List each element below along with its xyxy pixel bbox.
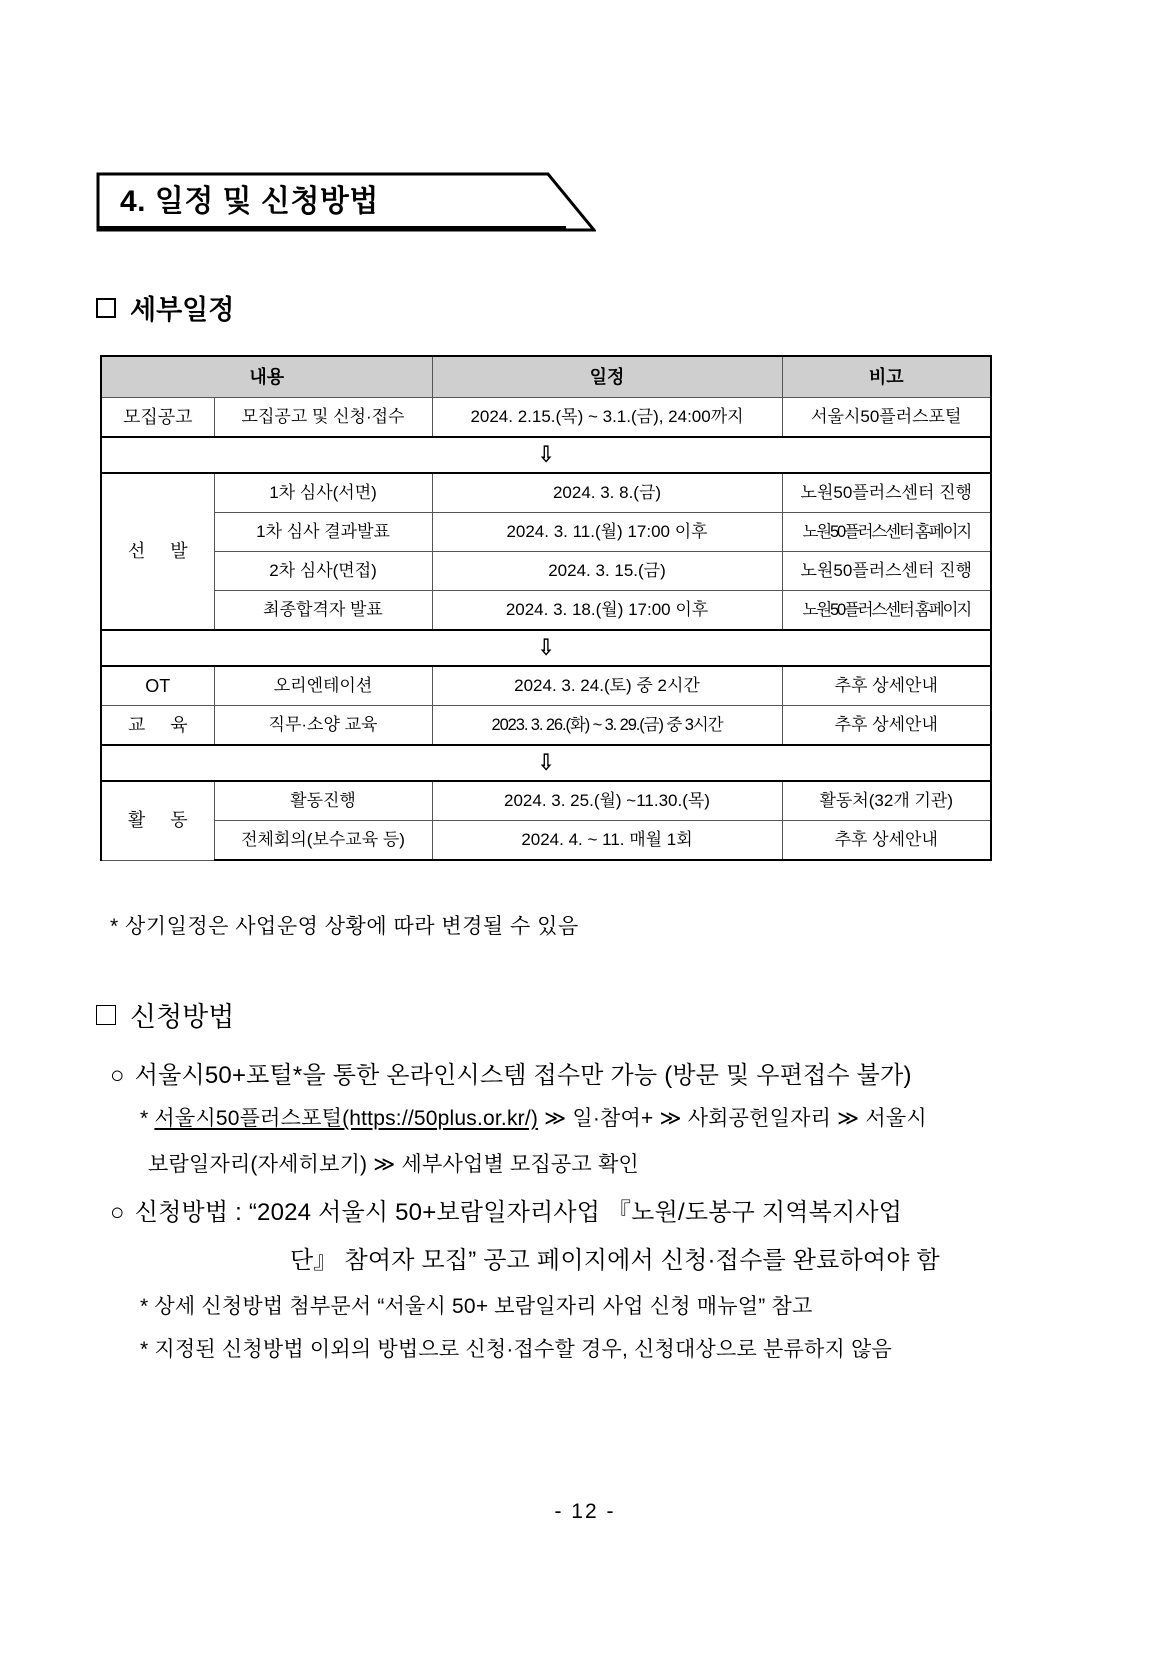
- row-remark: 추후 상세안내: [782, 821, 991, 861]
- down-arrow-icon: ⇩: [537, 442, 555, 468]
- row-remark: 추후 상세안내: [782, 706, 991, 746]
- row-category: 활 동: [101, 781, 214, 860]
- row-category: 교 육: [101, 706, 214, 746]
- row-date: 2024. 3. 11.(월) 17:00 이후: [432, 513, 782, 552]
- page-number: - 12 -: [554, 1500, 616, 1523]
- row-content: 최종합격자 발표: [214, 591, 432, 631]
- down-arrow-icon: ⇩: [537, 635, 555, 661]
- row-date: 2024. 3. 15.(금): [432, 552, 782, 591]
- row-date: 2024. 3. 25.(월) ~11.30.(목): [432, 781, 782, 821]
- apply-path-text: ≫ 일·참여+ ≫ 사회공헌일자리 ≫ 서울시: [538, 1107, 927, 1130]
- table-row: [101, 591, 991, 631]
- apply-note-1: * 상세 신청방법 첨부문서 “서울시 50+ 보람일자리 사업 신청 매뉴얼” 참고: [140, 1295, 813, 1318]
- square-bullet-icon: [96, 1005, 116, 1025]
- row-category: 선 발: [101, 473, 214, 630]
- row-date: 2024. 4. ~ 11. 매월 1회: [432, 821, 782, 861]
- row-content: 활동진행: [214, 781, 432, 821]
- schedule-note: * 상기일정은 사업운영 상황에 따라 변경될 수 있음: [110, 915, 579, 938]
- row-remark: 노원50플러스센터 홈페이지: [782, 591, 991, 631]
- apply-bullet-1-sub-line-2: 보람일자리(자세히보기) ≫ 세부사업별 모집공고 확인: [148, 1153, 639, 1176]
- schedule-heading: [96, 288, 234, 327]
- table-row: [101, 398, 991, 438]
- schedule-table: [100, 355, 992, 861]
- row-remark: 노원50플러스센터 홈페이지: [782, 513, 991, 552]
- circle-bullet-icon: ○: [110, 1062, 125, 1089]
- apply-heading-label: 신청방법: [130, 1002, 235, 1032]
- apply-bullet-1-text: 서울시50+포털*을 통한 온라인시스템 접수만 가능 (방문 및 우편접수 불가): [134, 1062, 912, 1089]
- asterisk-marker: *: [140, 1107, 155, 1130]
- row-content: 전체회의(보수교육 등): [214, 821, 432, 861]
- row-remark: 노원50플러스센터 진행: [782, 473, 991, 513]
- table-row: [101, 666, 991, 706]
- down-arrow-icon: ⇩: [537, 750, 555, 776]
- row-date: 2024. 3. 18.(월) 17:00 이후: [432, 591, 782, 631]
- table-row: [101, 781, 991, 821]
- col-header-date: 일정: [432, 356, 782, 398]
- table-row: [101, 513, 991, 552]
- table-row: [101, 821, 991, 861]
- row-content: 오리엔테이션: [214, 666, 432, 706]
- flow-arrow-cell: [101, 630, 991, 666]
- table-row: [101, 706, 991, 746]
- apply-heading: [96, 995, 234, 1034]
- flow-arrow-cell: [101, 437, 991, 473]
- table-row: [101, 473, 991, 513]
- row-date: 2024. 3. 24.(토) 중 2시간: [432, 666, 782, 706]
- row-remark: 서울시50플러스포털: [782, 398, 991, 438]
- row-date: 2023. 3. 26.(화) ~ 3. 29.(금) 중 3시간: [432, 706, 782, 746]
- section-banner: [96, 172, 596, 234]
- row-content: 1차 심사 결과발표: [214, 513, 432, 552]
- apply-bullet-2-continuation: 단』 참여자 모집” 공고 페이지에서 신청·접수를 완료하여야 함: [290, 1247, 940, 1274]
- row-content: 모집공고 및 신청·접수: [214, 398, 432, 438]
- flow-arrow-cell: [101, 745, 991, 781]
- circle-bullet-icon: ○: [110, 1199, 125, 1226]
- row-category: OT: [101, 666, 214, 706]
- row-content: 직무·소양 교육: [214, 706, 432, 746]
- schedule-heading-label: 세부일정: [130, 295, 235, 325]
- apply-note-2: * 지정된 신청방법 이외의 방법으로 신청·접수할 경우, 신청대상으로 분류하지 않음: [140, 1338, 892, 1361]
- apply-bullet-1: [110, 1055, 912, 1090]
- row-remark: 추후 상세안내: [782, 666, 991, 706]
- flow-arrow-row: [101, 437, 991, 473]
- table-row: [101, 552, 991, 591]
- col-header-remark: 비고: [782, 356, 991, 398]
- row-remark: 활동처(32개 기관): [782, 781, 991, 821]
- flow-arrow-row: [101, 630, 991, 666]
- apply-bullet-2: [110, 1192, 902, 1227]
- flow-arrow-row: [101, 745, 991, 781]
- row-date: 2024. 3. 8.(금): [432, 473, 782, 513]
- apply-bullet-2-text: 신청방법 : “2024 서울시 50+보람일자리사업 『노원/도봉구 지역복지사업: [134, 1199, 903, 1226]
- portal-url-link[interactable]: 서울시50플러스포털(https://50plus.or.kr/): [154, 1107, 539, 1130]
- row-content: 2차 심사(면접): [214, 552, 432, 591]
- row-category: 모집공고: [101, 398, 214, 438]
- section-title: 4. 일정 및 신청방법: [120, 185, 379, 218]
- square-bullet-icon: [96, 298, 116, 318]
- row-content: 1차 심사(서면): [214, 473, 432, 513]
- row-date: 2024. 2.15.(목) ~ 3.1.(금), 24:00까지: [432, 398, 782, 438]
- row-remark: 노원50플러스센터 진행: [782, 552, 991, 591]
- col-header-content: 내용: [101, 356, 432, 398]
- table-header-row: [101, 356, 991, 398]
- apply-bullet-1-sub-line-1: [140, 1102, 927, 1132]
